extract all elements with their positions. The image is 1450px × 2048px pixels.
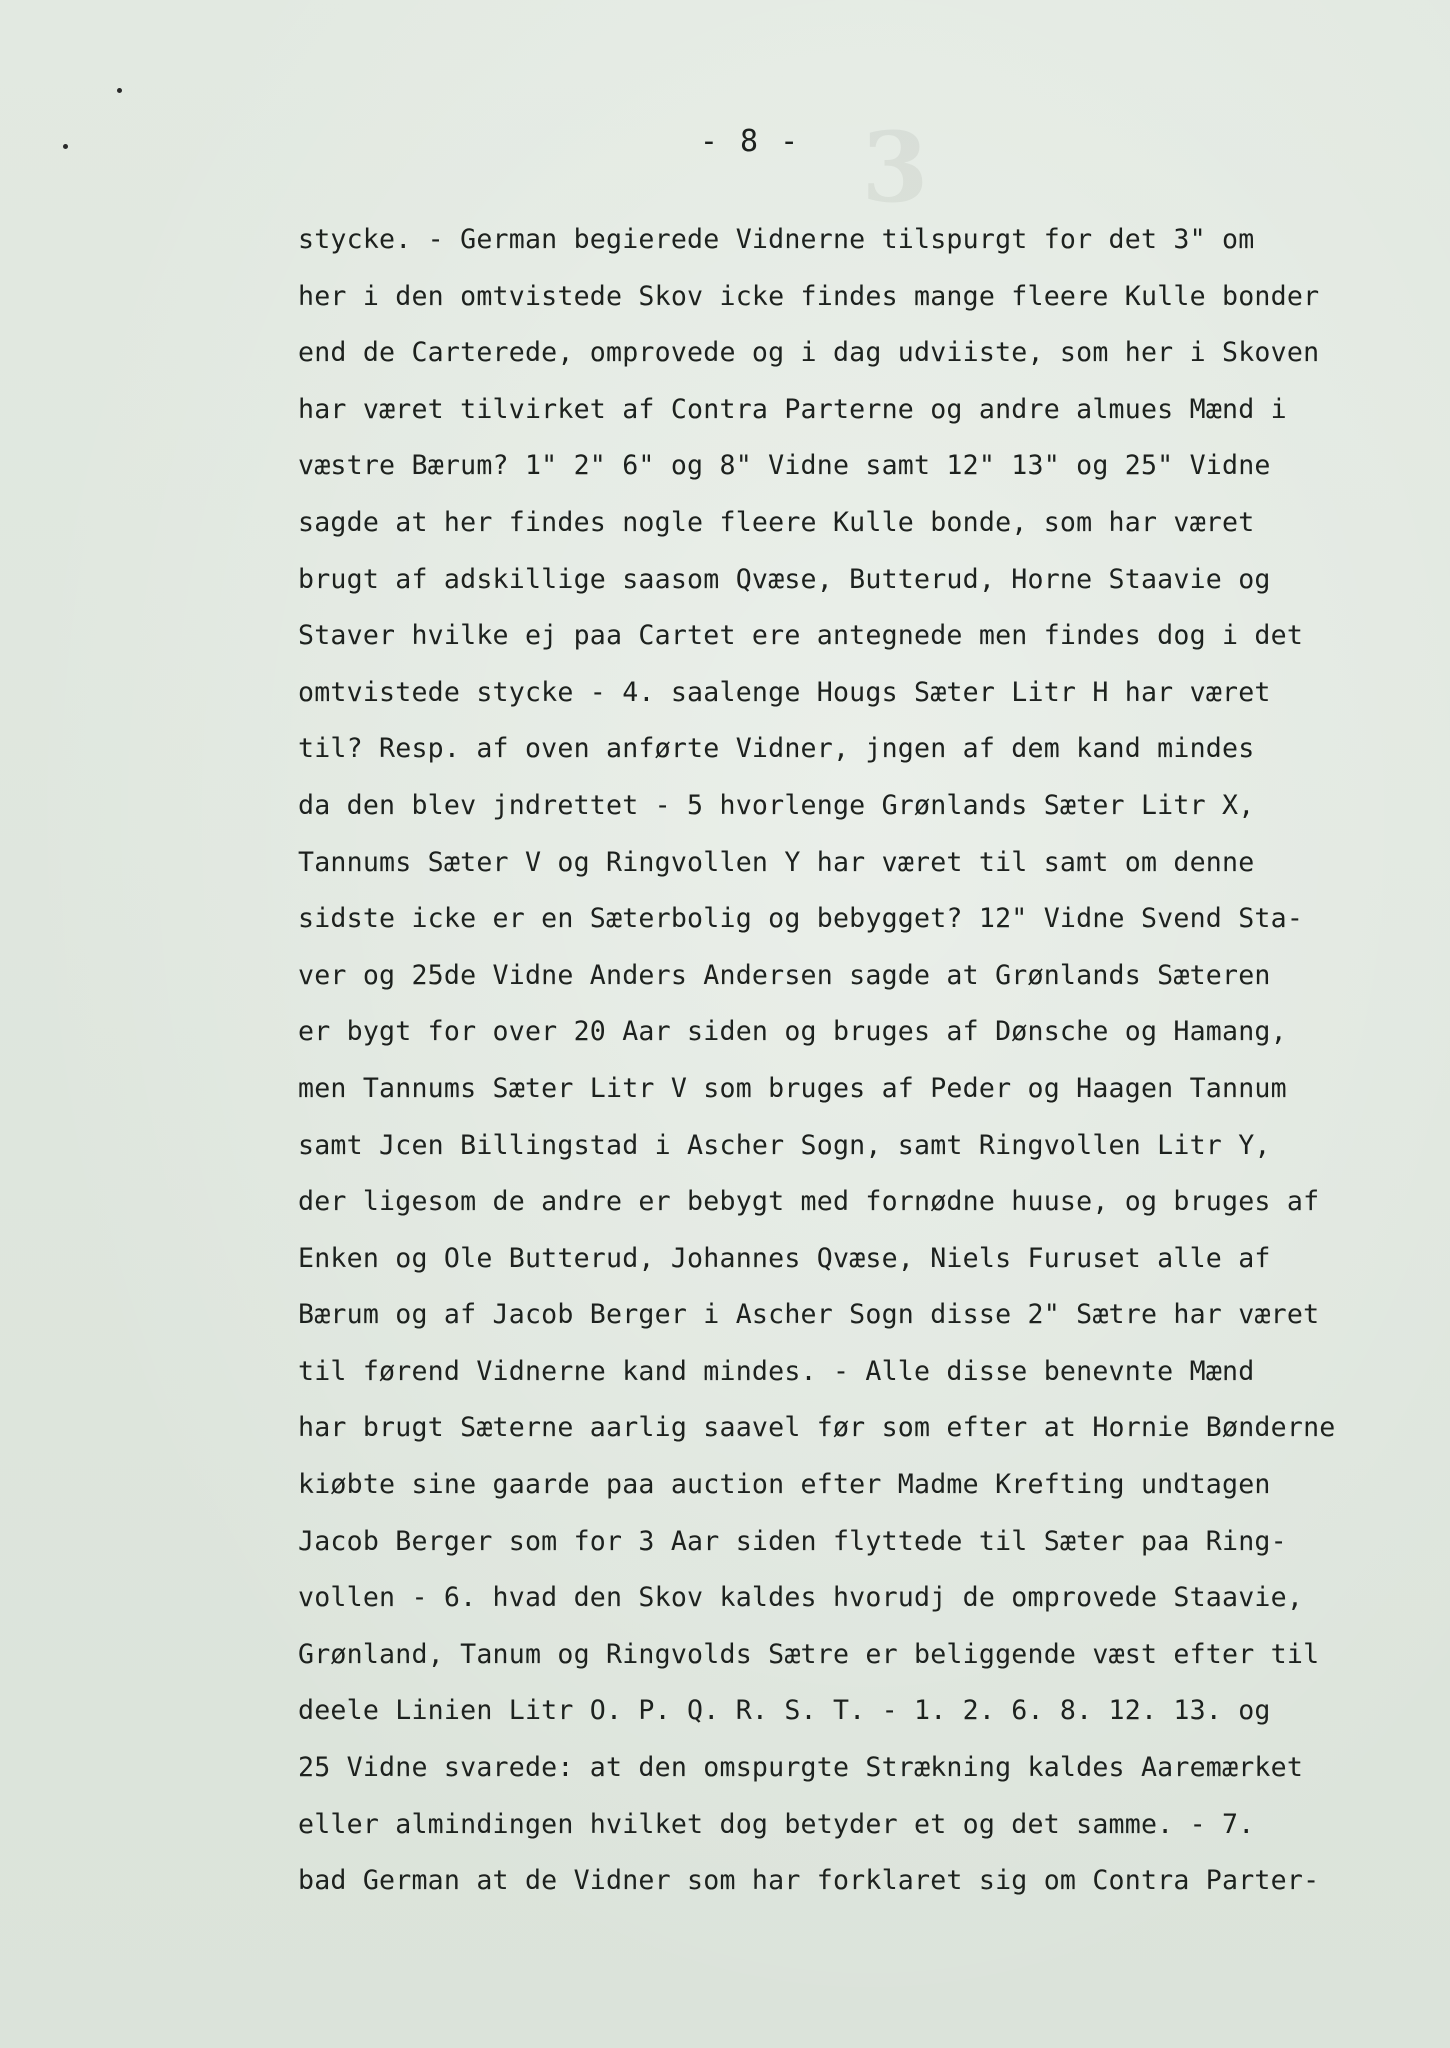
text-line: omtvistede stycke - 4. saalenge Hougs Sæter Litr H har været: [298, 676, 1271, 708]
text-line: kiøbte sine gaarde paa auction efter Madme Krefting undtagen: [298, 1469, 1271, 1501]
text-line: men Tannums Sæter Litr V som bruges af Peder og Haagen Tannum: [298, 1072, 1287, 1104]
page-number: - 8 -: [699, 124, 801, 159]
text-line: ver og 25de Vidne Anders Andersen sagde at Grønlands Sæteren: [298, 959, 1271, 991]
text-line: Tannums Sæter V og Ringvollen Y har været til samt om denne: [298, 846, 1255, 878]
ink-speck: [117, 88, 122, 93]
text-line: Jacob Berger som for 3 Aar siden flyttede til Sæter paa Ring-: [298, 1525, 1287, 1557]
text-line: end de Carterede, omprovede og i dag udviiste, som her i Skoven: [298, 337, 1320, 369]
text-line: samt Jcen Billingstad i Ascher Sogn, samt Ringvollen Litr Y,: [298, 1129, 1271, 1161]
text-line: er bygt for over 20 Aar siden og bruges af Dønsche og Hamang,: [298, 1016, 1287, 1048]
text-line: 25 Vidne svarede: at den omspurgte Strækning kaldes Aaremærket: [298, 1752, 1304, 1784]
text-line: væstre Bærum? 1" 2" 6" og 8" Vidne samt 12" 13" og 25" Vidne: [298, 450, 1271, 482]
text-line: brugt af adskillige saasom Qvæse, Butterud, Horne Staavie og: [298, 563, 1271, 595]
typed-text-body: [298, 212, 1428, 1910]
text-line: Enken og Ole Butterud, Johannes Qvæse, Niels Furuset alle af: [298, 1242, 1271, 1274]
text-line: Bærum og af Jacob Berger i Ascher Sogn disse 2" Sætre har været: [298, 1299, 1320, 1331]
text-line: vollen - 6. hvad den Skov kaldes hvorudj de omprovede Staavie,: [298, 1582, 1304, 1614]
text-line: her i den omtvistede Skov icke findes mange fleere Kulle bonder: [298, 280, 1320, 312]
text-line: Grønland, Tanum og Ringvolds Sætre er beliggende væst efter til: [298, 1638, 1320, 1670]
text-line: eller almindingen hvilket dog betyder et og det samme. - 7.: [298, 1808, 1255, 1840]
faded-stamp-mark: 3: [861, 111, 929, 224]
text-line: deele Linien Litr O. P. Q. R. S. T. - 1. 2. 6. 8. 12. 13. og: [298, 1695, 1271, 1727]
text-line: bad German at de Vidner som har forklaret sig om Contra Parter-: [298, 1865, 1320, 1897]
text-line: har været tilvirket af Contra Parterne og andre almues Mænd i: [298, 393, 1287, 425]
text-line: da den blev jndrettet - 5 hvorlenge Grønlands Sæter Litr X,: [298, 789, 1255, 821]
text-line: sagde at her findes nogle fleere Kulle bonde, som har været: [298, 506, 1255, 538]
text-line: sidste icke er en Sæterbolig og bebygget? 12" Vidne Svend Sta-: [298, 903, 1304, 935]
text-line: har brugt Sæterne aarlig saavel før som efter at Hornie Bønderne: [298, 1412, 1336, 1444]
text-line: Staver hvilke ej paa Cartet ere antegnede men findes dog i det: [298, 620, 1304, 652]
text-line: der ligesom de andre er bebygt med fornødne huuse, og bruges af: [298, 1186, 1320, 1218]
text-line: stycke. - German begierede Vidnerne tilspurgt for det 3" om: [298, 224, 1255, 255]
text-line: til? Resp. af oven anførte Vidner, jngen af dem kand mindes: [298, 733, 1255, 765]
text-line: til førend Vidnerne kand mindes. - Alle disse benevnte Mænd: [298, 1355, 1255, 1387]
